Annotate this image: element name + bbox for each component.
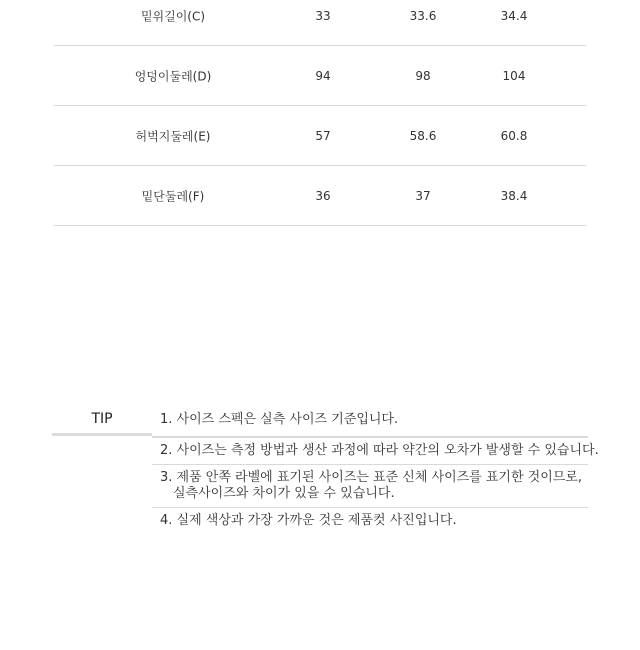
size-value: 37 xyxy=(415,188,431,203)
size-value: 58.6 xyxy=(409,128,437,143)
row-label: 허벅지둘레(E) xyxy=(135,129,211,143)
tip-text: 실측사이즈와 차이가 있을 수 있습니다. xyxy=(173,486,395,501)
row-label: 밑위길이(C) xyxy=(140,9,206,23)
tip-list xyxy=(152,406,599,534)
tip-item xyxy=(152,508,588,534)
tip-item xyxy=(152,406,588,438)
table-row xyxy=(54,106,586,166)
size-value: 34.4 xyxy=(500,8,528,23)
table-row xyxy=(54,46,586,106)
size-value: 60.8 xyxy=(500,128,528,143)
row-label: 엉덩이둘레(D) xyxy=(134,69,212,83)
size-value: 33.6 xyxy=(409,8,437,23)
size-value: 38.4 xyxy=(500,188,528,203)
tip-text: 3. 제품 안쪽 라벨에 표기된 사이즈는 표준 신체 사이즈를 표기한 것이므로, xyxy=(160,470,583,485)
table-row xyxy=(54,0,586,46)
table-row xyxy=(54,166,586,226)
tip-text: 4. 실제 색상과 가장 가까운 것은 제품컷 사진입니다. xyxy=(160,513,457,528)
row-label: 밑단둘레(F) xyxy=(141,189,205,203)
size-value: 98 xyxy=(415,68,431,83)
tip-text: 1. 사이즈 스펙은 실측 사이즈 기준입니다. xyxy=(160,412,399,427)
size-value: 104 xyxy=(502,68,526,83)
size-value: 94 xyxy=(315,68,331,83)
tip-item xyxy=(152,465,588,508)
size-value: 36 xyxy=(315,188,331,203)
size-value: 57 xyxy=(315,128,331,143)
tip-text: 2. 사이즈는 측정 방법과 생산 과정에 따라 약간의 오차가 발생할 수 있습니다. xyxy=(160,443,599,458)
size-table xyxy=(54,0,586,226)
tip-item xyxy=(152,438,599,465)
size-value: 33 xyxy=(315,8,331,23)
tip-heading: TIP xyxy=(52,406,152,436)
